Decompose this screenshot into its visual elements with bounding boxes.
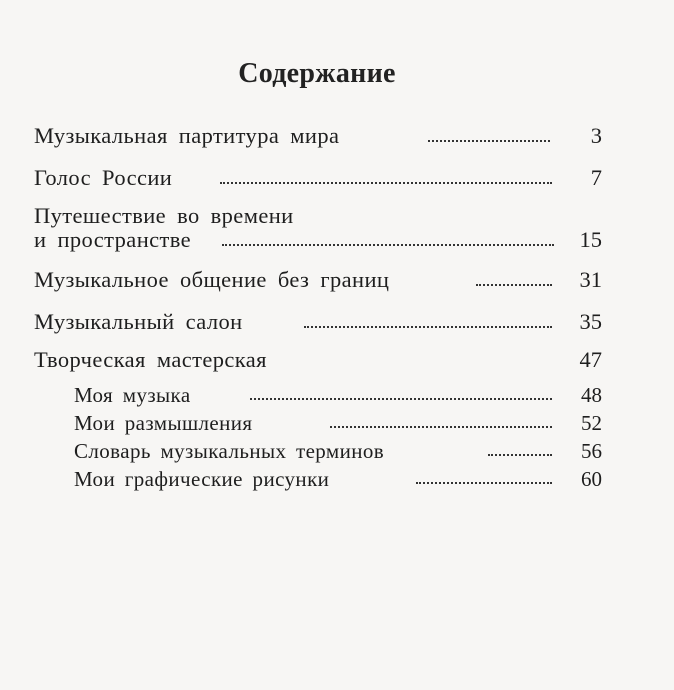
toc-subentry-label: Моя музыка xyxy=(74,383,191,407)
toc-entry-page: 31 xyxy=(579,267,602,292)
toc-entry-page: 47 xyxy=(579,347,602,372)
dot-leader xyxy=(222,244,554,246)
toc-subentry-label: Мои размышления xyxy=(74,411,253,435)
dot-leader xyxy=(416,482,552,484)
dot-leader xyxy=(428,140,550,142)
dot-leader xyxy=(330,426,552,428)
toc-entry-label: Музыкальный салон xyxy=(34,309,243,334)
toc-entry-label: Творческая мастерская xyxy=(34,347,267,372)
toc-entry-label-line1: Путешествие во времени xyxy=(34,203,294,228)
dot-leader xyxy=(476,284,552,286)
toc-entry xyxy=(34,344,602,378)
page-title: Содержание xyxy=(238,58,396,89)
toc-subentry xyxy=(74,384,602,412)
toc-entry-page: 3 xyxy=(590,123,602,148)
toc-subentry-page: 56 xyxy=(581,439,602,463)
dot-leader xyxy=(304,326,552,328)
dot-leader xyxy=(220,182,552,184)
toc-entry-page: 35 xyxy=(579,309,602,334)
toc-entry xyxy=(34,196,602,258)
dot-leader xyxy=(250,398,552,400)
toc-subentry-page: 52 xyxy=(581,411,602,435)
toc-entry-label: Музыкальное общение без границ xyxy=(34,267,390,292)
toc-entry-label: Голос России xyxy=(34,165,173,190)
toc-entry xyxy=(34,264,602,298)
toc-entry-label: Музыкальная партитура мира xyxy=(34,123,340,148)
toc-entry-page: 7 xyxy=(590,165,602,190)
toc-subentry xyxy=(74,468,602,496)
toc-entry xyxy=(34,306,602,340)
toc-subentry xyxy=(74,412,602,440)
toc-subentry-label: Мои графические рисунки xyxy=(74,467,330,491)
dot-leader xyxy=(488,454,552,456)
toc-subentry-page: 60 xyxy=(581,467,602,491)
toc-entry xyxy=(34,162,602,196)
toc-subentry-page: 48 xyxy=(581,383,602,407)
toc-subentry xyxy=(74,440,602,468)
toc-entry xyxy=(34,120,602,154)
toc-subentry-label: Словарь музыкальных терминов xyxy=(74,439,385,463)
toc-entry-label-line2: и пространстве xyxy=(34,227,192,252)
toc-entry-page: 15 xyxy=(579,227,602,252)
